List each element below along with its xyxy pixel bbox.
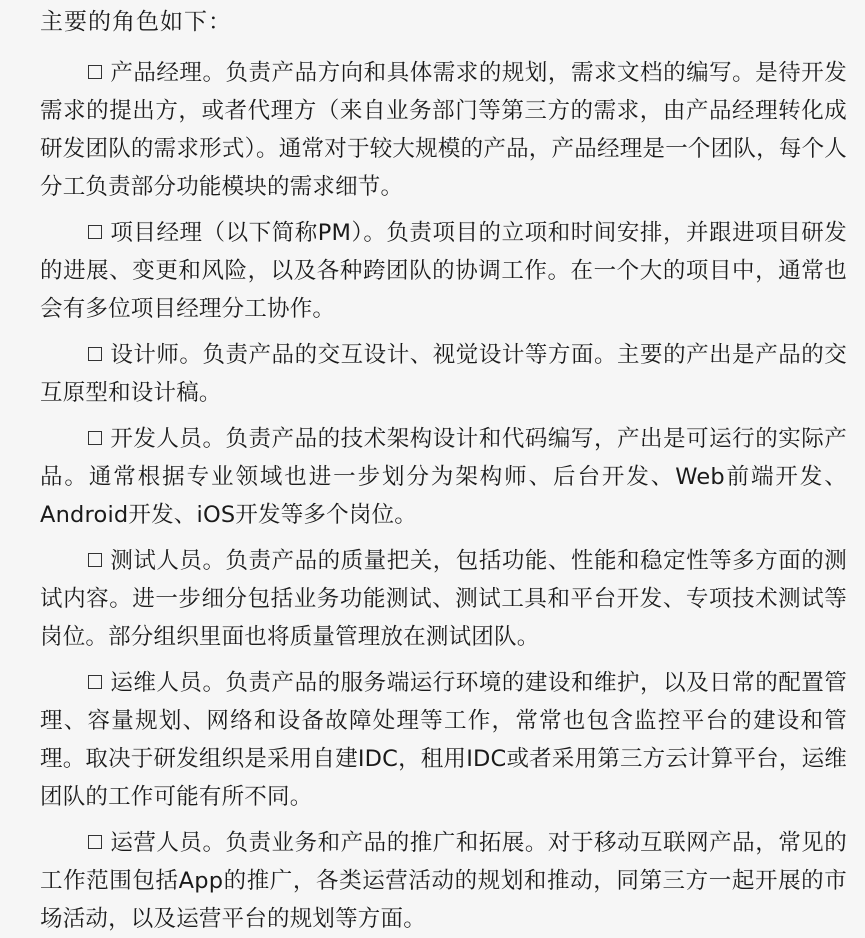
square-bullet-icon [88,431,102,445]
role-paragraph-developer [40,420,847,534]
role-text: 项目经理（以下简称PM）。负责项目的立项和时间安排，并跟进项目研发的进展、变更和风险，以及各种跨团队的协调工作。在一个大的项目中，通常也会有多位项目经理分工协作。 [40,220,847,322]
square-bullet-icon [88,65,102,79]
role-text: 测试人员。负责产品的质量把关，包括功能、性能和稳定性等多方面的测试内容。进一步细分包括业务功能测试、测试工具和平台开发、专项技术测试等岗位。部分组织里面也将质量管理放在测试团队。 [40,548,847,650]
square-bullet-icon [88,225,102,239]
square-bullet-icon [88,675,102,689]
role-paragraph-tester [40,542,847,656]
section-heading: 主要的角色如下： [40,9,232,35]
role-text: 运营人员。负责业务和产品的推广和拓展。对于移动互联网产品，常见的工作范围包括App的推广，各类运营活动的规划和推动，同第三方一起开展的市场活动，以及运营平台的规划等方面。 [40,830,847,932]
role-text: 开发人员。负责产品的技术架构设计和代码编写，产出是可运行的实际产品。通常根据专业领域也进一步划分为架构师、后台开发、Web前端开发、Android开发、iOS开发等多个岗位。 [40,426,847,528]
square-bullet-icon [88,347,102,361]
role-paragraph-operations [40,664,847,816]
role-paragraph-project-manager [40,214,847,328]
square-bullet-icon [88,553,102,567]
role-paragraph-marketing-ops [40,824,847,938]
role-paragraph-product-manager [40,54,847,206]
role-text: 运维人员。负责产品的服务端运行环境的建设和维护，以及日常的配置管理、容量规划、网络和设备故障处理等工作，常常也包含监控平台的建设和管理。取决于研发组织是采用自建IDC，租用IDC或者采用第三方云计算平台，运维团队的工作可能有所不同。 [40,670,847,810]
square-bullet-icon [88,835,102,849]
role-paragraph-designer [40,336,847,412]
role-text: 产品经理。负责产品方向和具体需求的规划，需求文档的编写。是待开发需求的提出方，或者代理方（来自业务部门等第三方的需求，由产品经理转化成研发团队的需求形式）。通常对于较大规模的产品，产品经理是一个团队，每个人分工负责部分功能模块的需求细节。 [40,60,847,200]
role-text: 设计师。负责产品的交互设计、视觉设计等方面。主要的产出是产品的交互原型和设计稿。 [40,342,847,406]
